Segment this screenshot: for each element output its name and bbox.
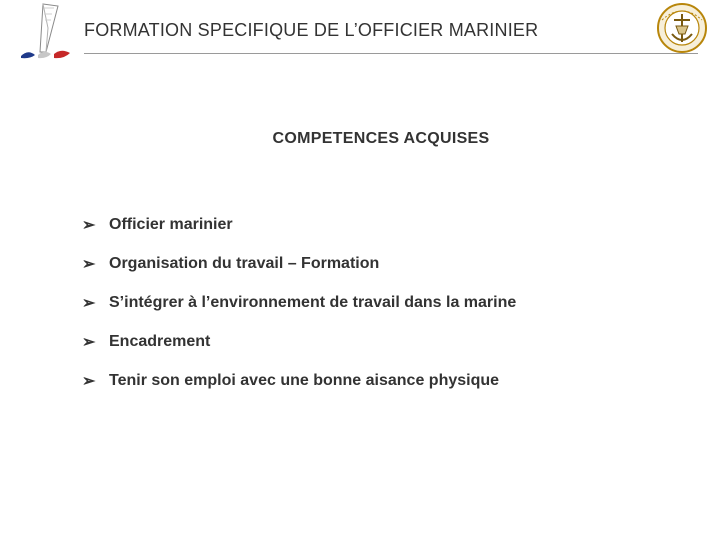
arrow-bullet-icon: ➢ [82,294,96,312]
section-title: COMPETENCES ACQUISES [272,130,490,147]
arrow-bullet-icon: ➢ [82,216,96,234]
arrow-bullet-icon: ➢ [82,333,96,351]
header-divider [84,53,698,54]
list-item [82,244,516,283]
naval-sail-logo-icon [18,2,78,62]
list-item-label: S’intégrer à l’environnement de travail dans la marine [109,293,517,311]
arrow-bullet-icon: ➢ [82,372,96,390]
page-title: FORMATION SPECIFIQUE DE L’OFFICIER MARINIER [84,20,539,40]
list-item-label: Tenir son emploi avec une bonne aisance physique [109,371,500,389]
list-item [82,361,516,400]
maistrance-emblem-icon [654,2,710,54]
list-item [82,322,516,361]
list-item [82,205,516,244]
competences-list [82,205,516,400]
list-item [82,283,516,322]
arrow-bullet-icon: ➢ [82,255,96,273]
list-item-label: Organisation du travail – Formation [109,254,380,272]
list-item-label: Officier marinier [109,215,233,233]
list-item-label: Encadrement [109,332,211,350]
